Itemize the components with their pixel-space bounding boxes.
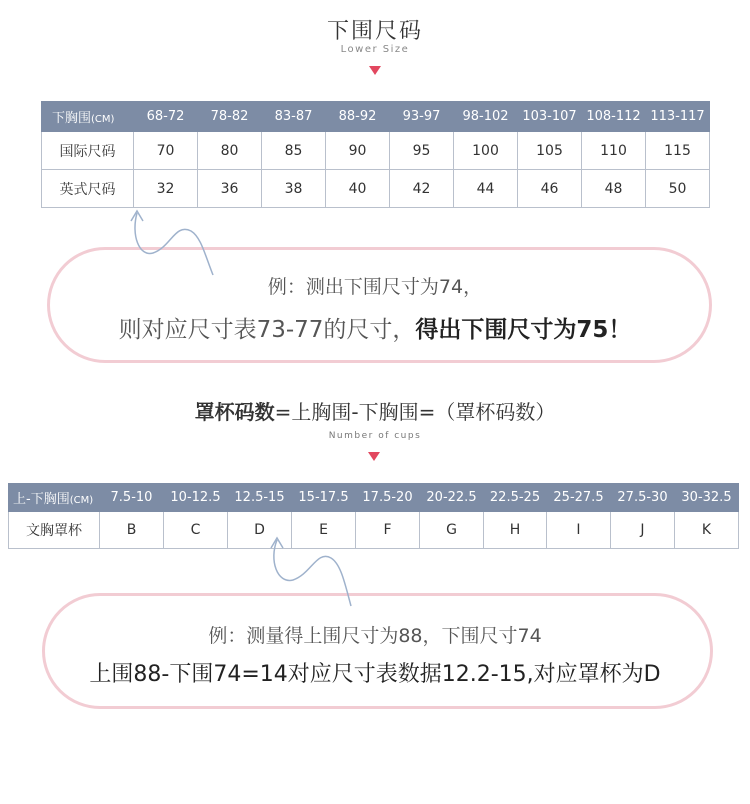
table-cell: C xyxy=(164,512,228,549)
table-cell: 70 xyxy=(134,132,198,170)
section-subtitle: Number of cups xyxy=(328,431,422,441)
table-header-row xyxy=(42,102,710,132)
header-cell: 30-32.5 xyxy=(675,484,739,512)
table-cell: 32 xyxy=(134,170,198,208)
cup-size-table xyxy=(8,483,739,549)
header-cell: 7.5-10 xyxy=(100,484,164,512)
table-row xyxy=(42,170,710,208)
example-line-1: 例：测出下围尺寸为74， xyxy=(267,276,483,298)
header-cell: 22.5-25 xyxy=(484,484,547,512)
table-row xyxy=(42,132,710,170)
row-label: 英式尺码 xyxy=(42,170,134,208)
down-triangle-icon xyxy=(369,66,381,75)
table-cell: I xyxy=(547,512,611,549)
table-cell: 44 xyxy=(454,170,518,208)
example-line-1: 例：测量得上围尺寸为88，下围尺寸74 xyxy=(208,625,542,647)
header-cell: 27.5-30 xyxy=(611,484,675,512)
table-cell: 48 xyxy=(582,170,646,208)
table-cell: E xyxy=(292,512,356,549)
section-title: 下围尺码 xyxy=(326,19,423,44)
table-row xyxy=(9,512,739,549)
table-cell: B xyxy=(100,512,164,549)
table-cell: 42 xyxy=(390,170,454,208)
table-cell: 46 xyxy=(518,170,582,208)
example-callout xyxy=(42,593,713,709)
table-cell: 50 xyxy=(646,170,710,208)
section-subtitle: Lower Size xyxy=(340,44,410,55)
table-cell: 105 xyxy=(518,132,582,170)
table-cell: 85 xyxy=(262,132,326,170)
header-cell: 83-87 xyxy=(262,102,326,132)
table-cell: H xyxy=(484,512,547,549)
example-line-2: 则对应尺寸表73-77的尺寸，得出下围尺寸为75！ xyxy=(118,317,632,343)
header-cell: 93-97 xyxy=(390,102,454,132)
table-header-row xyxy=(9,484,739,512)
table-cell: 80 xyxy=(198,132,262,170)
header-cell: 上-下胸围(CM) xyxy=(9,484,100,512)
header-cell: 15-17.5 xyxy=(292,484,356,512)
header-cell: 108-112 xyxy=(582,102,646,132)
header-cell: 10-12.5 xyxy=(164,484,228,512)
table-cell: 36 xyxy=(198,170,262,208)
table-cell: 115 xyxy=(646,132,710,170)
header-cell: 68-72 xyxy=(134,102,198,132)
header-cell: 78-82 xyxy=(198,102,262,132)
table-cell: 95 xyxy=(390,132,454,170)
header-cell: 17.5-20 xyxy=(356,484,420,512)
table-cell: 38 xyxy=(262,170,326,208)
header-cell: 下胸围(CM) xyxy=(42,102,134,132)
lower-size-table xyxy=(41,101,710,208)
pointer-arrow-icon xyxy=(265,530,365,615)
table-cell: 90 xyxy=(326,132,390,170)
header-cell: 20-22.5 xyxy=(420,484,484,512)
header-cell: 88-92 xyxy=(326,102,390,132)
header-cell: 12.5-15 xyxy=(228,484,292,512)
table-cell: 40 xyxy=(326,170,390,208)
cup-formula: 罩杯码数=上胸围-下胸围=（罩杯码数） xyxy=(194,400,556,424)
row-label: 国际尺码 xyxy=(42,132,134,170)
header-cell: 98-102 xyxy=(454,102,518,132)
table-cell: D xyxy=(228,512,292,549)
table-cell: 100 xyxy=(454,132,518,170)
row-label: 文胸罩杯 xyxy=(9,512,100,549)
header-cell: 113-117 xyxy=(646,102,710,132)
table-cell: G xyxy=(420,512,484,549)
table-cell: J xyxy=(611,512,675,549)
table-cell: K xyxy=(675,512,739,549)
header-cell: 103-107 xyxy=(518,102,582,132)
down-triangle-icon xyxy=(368,452,380,461)
table-cell: 110 xyxy=(582,132,646,170)
header-cell: 25-27.5 xyxy=(547,484,611,512)
table-cell: F xyxy=(356,512,420,549)
example-line-2: 上围88-下围74=14对应尺寸表数据12.2-15,对应罩杯为D xyxy=(89,662,661,687)
